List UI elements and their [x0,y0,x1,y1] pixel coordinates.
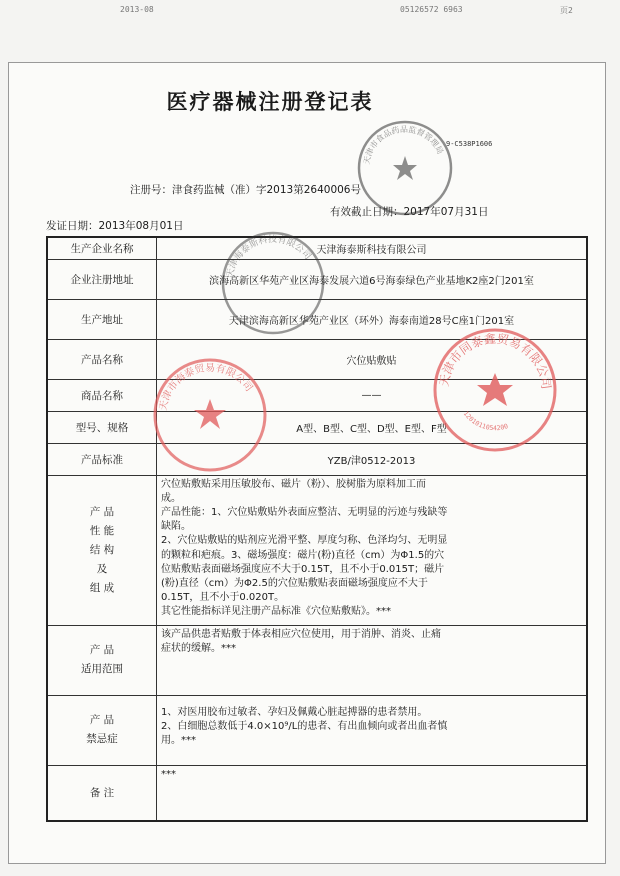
standard-label: 产品标准 [47,443,157,475]
table-row [47,259,587,299]
registration-number-label: 注册号： [130,184,172,196]
valid-until-label: 有效截止日期： [330,206,404,218]
company-black-stamp-text: 天津海泰斯科技有限公司 [225,234,313,279]
scope-line: 该产品供患者贴敷于体表相应穴位使用，用于消肿、消炎、止痛 [161,628,441,640]
performance-line: 的颗粒和疤痕。3、磁场强度：磁片(粉)直径（cm）为Φ1.5的穴 [161,549,445,561]
model-label: 型号、规格 [47,411,157,443]
contra-value [157,695,588,765]
prod-address-label: 生产地址 [47,299,157,339]
table-row [47,475,587,625]
performance-label-line: 结 构 [89,543,115,556]
table-row [47,299,587,339]
performance-label [47,475,157,625]
serial-number: 9-C538P1606 [446,140,493,148]
contra-line: 2、白细胞总数低于4.0×10⁹/L的患者、有出血倾向或者出血者慎 [161,720,448,732]
table-row [47,379,587,411]
issuer-stamp-text: 天津市食品药品监督管理局 [362,124,445,165]
issue-date-value: 2013年08月01日 [98,220,184,232]
performance-label-line: 产 品 [89,505,115,518]
valid-until-value: 2017年07月31日 [403,206,489,218]
document-title: 医疗器械注册登记表 [166,89,374,114]
scope-label [47,625,157,695]
trading-red-stamp-text: 天津市同泰鑫贸易有限公司 [436,331,554,391]
table-row [47,443,587,475]
standard-value: YZB/津0512-2013 [157,443,588,475]
fax-page: 页2 [560,6,573,15]
contra-line: 1、对医用胶布过敏者、孕妇及佩戴心脏起搏器的患者禁用。 [161,706,428,718]
performance-value [157,475,588,625]
table-row [47,765,587,821]
table-row [47,237,587,259]
contra-label [47,695,157,765]
issue-date-label: 发证日期： [46,220,99,232]
performance-line: 位贴敷贴表面磁场强度应不大于0.15T，且不小于0.015T；磁片 [161,563,445,575]
scope-value [157,625,588,695]
performance-label-line: 性 能 [89,524,115,537]
prod-address-value: 天津滨海高新区华苑产业区（环外）海泰南道28号C座1门201室 [157,299,588,339]
performance-line: 缺陷。 [161,521,191,533]
issue-date [46,218,183,233]
remarks-value: *** [157,765,588,821]
valid-until [330,204,488,219]
product-name-value: 穴位贴敷贴 [157,339,588,379]
performance-line: 穴位贴敷贴采用压敏胶布、磁片（粉）、胶树脂为原料加工而 [161,478,426,490]
scope-label-line: 产 品 [89,644,115,656]
performance-line: 2、穴位贴敷贴的贴剂应光滑平整、厚度匀称、色泽均匀、无明显 [161,535,448,547]
company-red-stamp-text: 天津市海泰贸易有限公司 [158,362,255,412]
performance-line: 0.15T，且不小于0.020T。 [161,592,285,604]
performance-label-line: 组 成 [89,581,115,594]
manufacturer-value: 天津海泰斯科技有限公司 [157,237,588,259]
reg-address-value: 滨海高新区华苑产业区海泰发展六道6号海泰绿色产业基地K2座2门201室 [157,259,588,299]
table-row [47,411,587,443]
trading-red-stamp-number: 1201011054200 [461,409,510,433]
contra-line: 用。*** [161,734,196,746]
trade-name-label: 商品名称 [47,379,157,411]
table-row [47,625,587,695]
contra-label-line: 产 品 [89,714,115,726]
performance-label-line: 及 [96,562,108,575]
model-value: A型、B型、C型、D型、E型、F型 [157,411,588,443]
contra-label-line: 禁忌症 [86,733,118,745]
reg-address-label: 企业注册地址 [47,259,157,299]
performance-line: (粉)直径（cm）为Φ2.5的穴位贴敷贴表面磁场强度应不大于 [161,577,428,589]
remarks-label: 备 注 [47,765,157,821]
fax-date: 2013-08 [120,5,154,14]
fax-number: 05126572 6963 [400,5,463,14]
product-name-label: 产品名称 [47,339,157,379]
manufacturer-label: 生产企业名称 [47,237,157,259]
performance-line: 产品性能：1、穴位贴敷贴外表面应整洁、无明显的污迹与残缺等 [161,506,448,518]
table-row [47,339,587,379]
registration-number-value: 津食药监械（准）字2013第2640006号 [172,184,361,196]
scope-label-line: 适用范围 [81,663,123,675]
performance-line: 其它性能指标详见注册产品标准《穴位贴敷贴》。*** [161,606,391,618]
scope-line: 症状的缓解。*** [161,642,236,654]
table-row [47,695,587,765]
trade-name-value: —— [157,379,588,411]
performance-line: 成。 [161,492,181,504]
registration-form-table [46,236,588,822]
registration-number [130,182,361,197]
